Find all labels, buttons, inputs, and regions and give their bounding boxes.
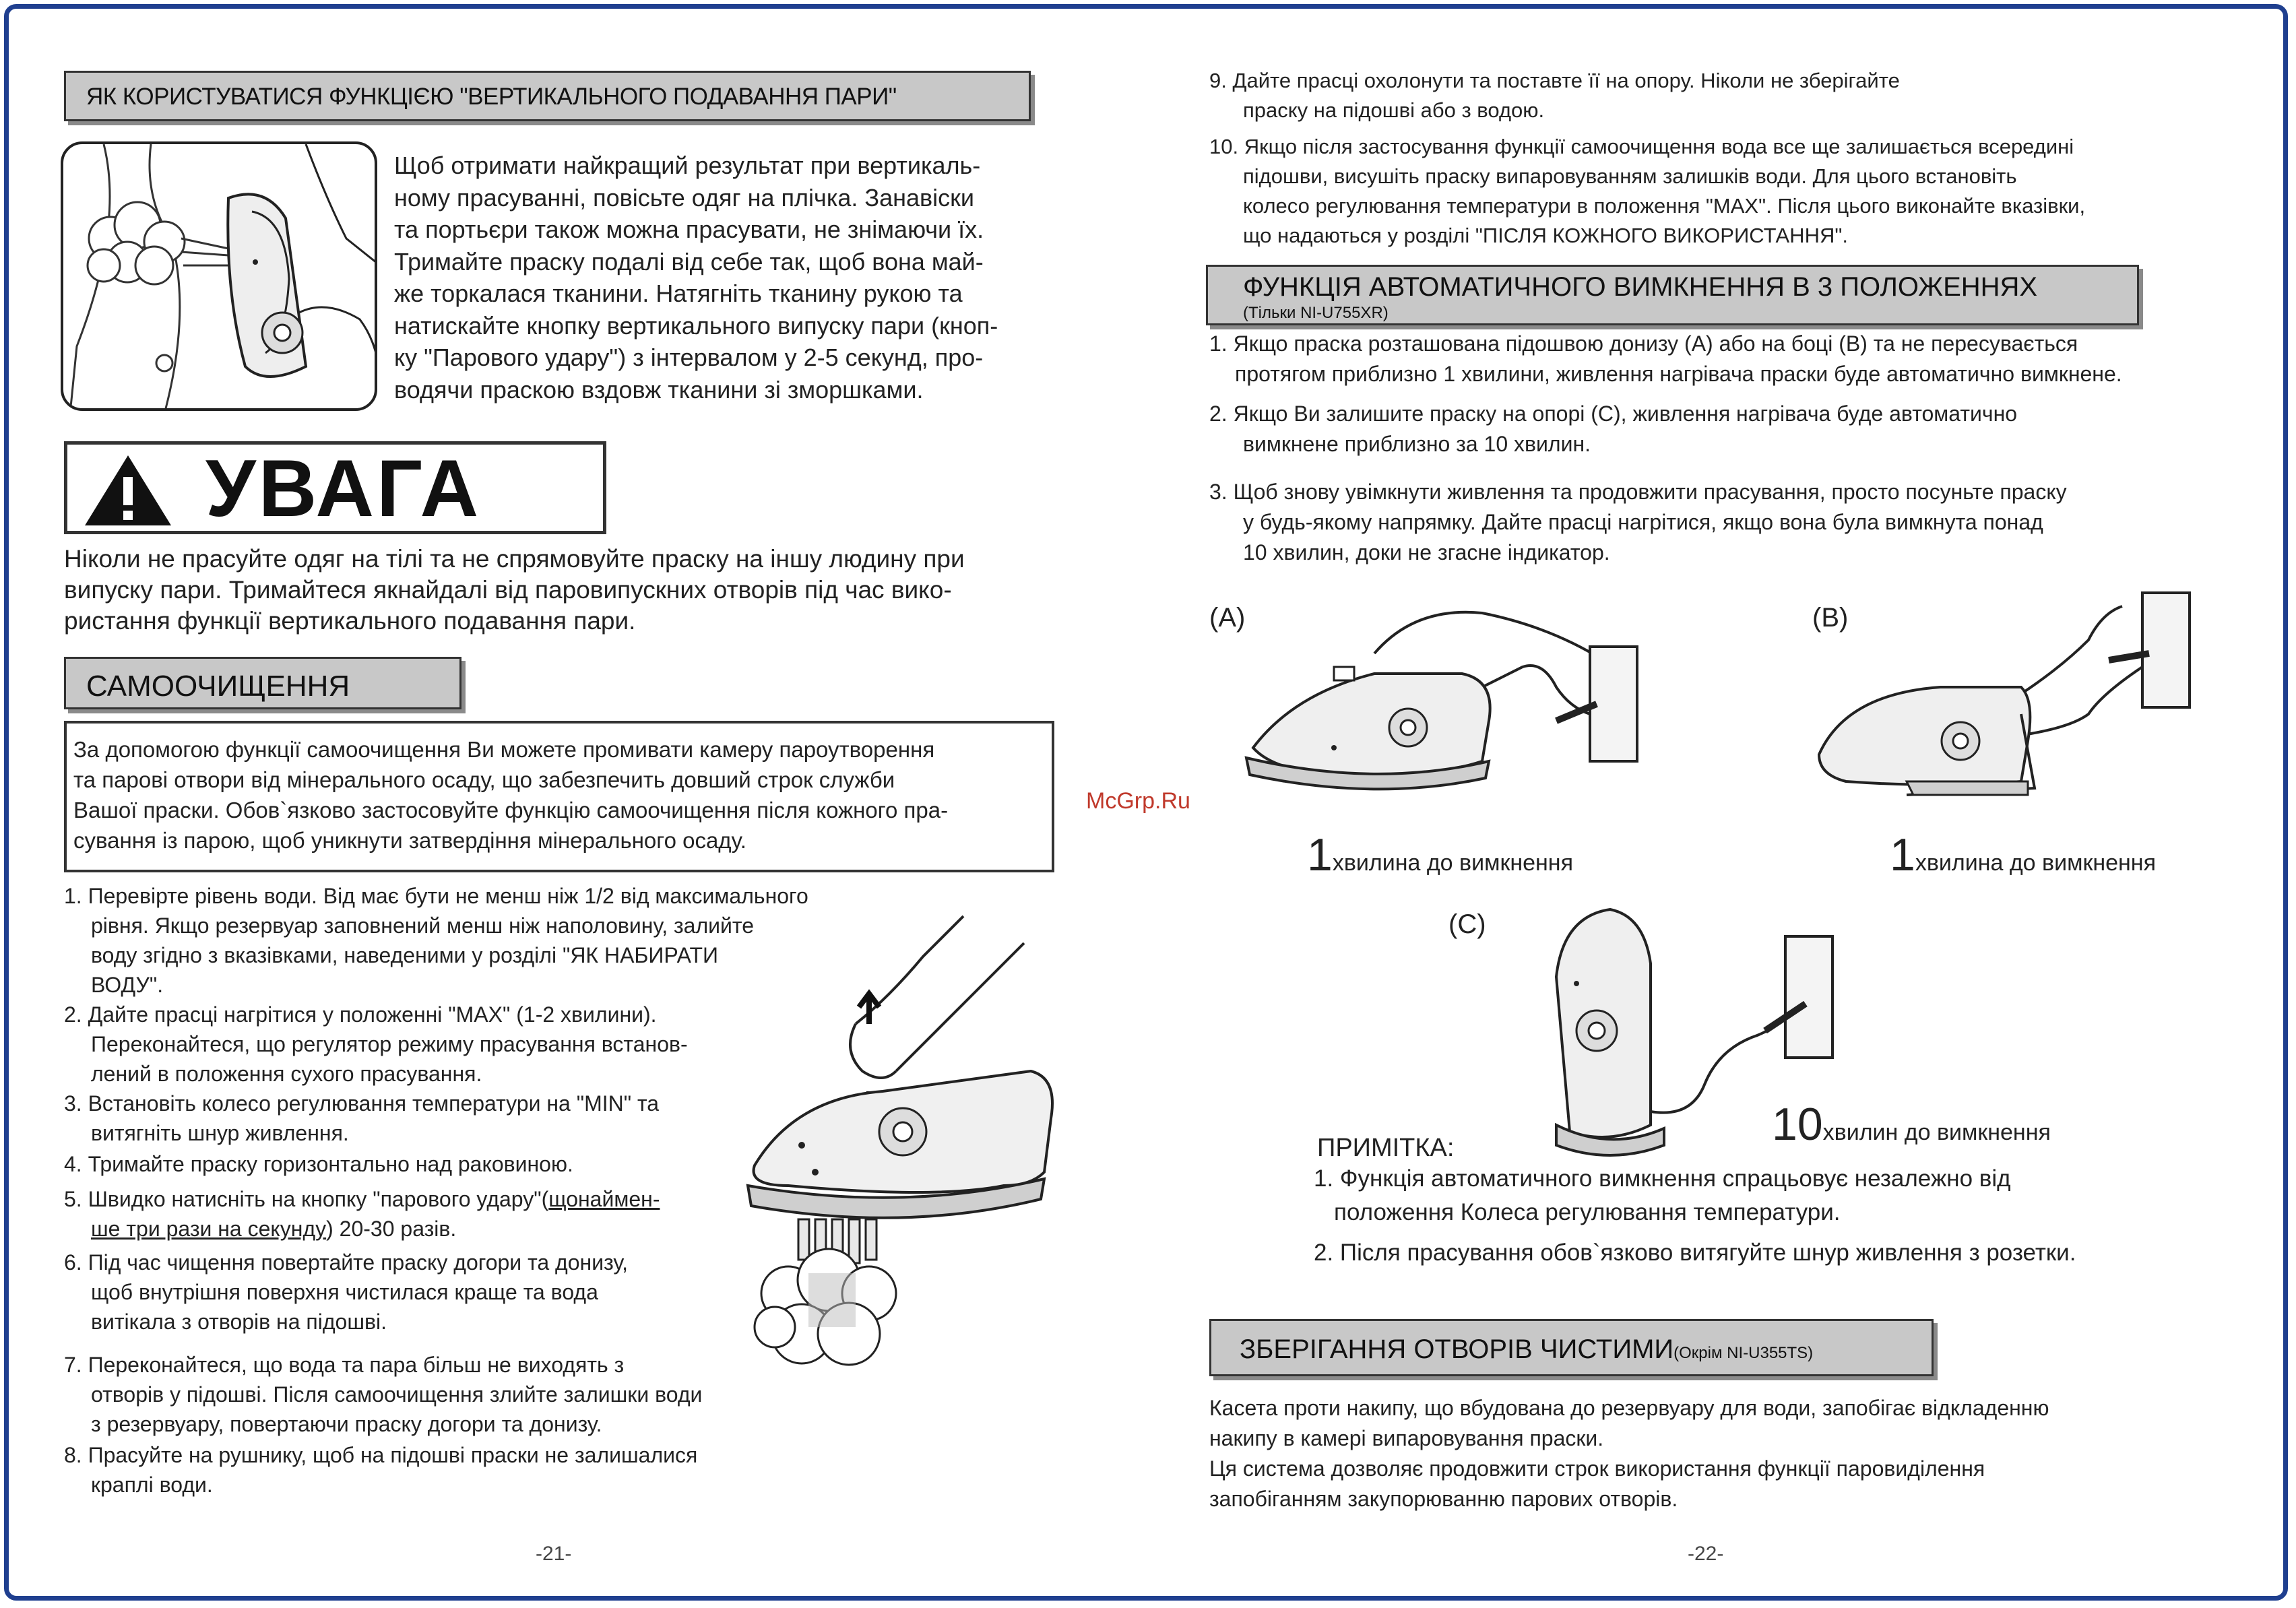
storage-line: Ця система дозволяє продовжити строк використання функції паровиділення bbox=[1209, 1456, 1985, 1481]
warning-line: випуску пари. Тримайтеся якнайдалі від паровипускних отворів під час вико- bbox=[64, 576, 952, 604]
item-line: у будь-якому напрямку. Дайте прасці нагрітися, якщо вона була вимкнута понад bbox=[1243, 510, 2043, 534]
step-line: витягніть шнур живлення. bbox=[91, 1121, 349, 1145]
auto-off-items bbox=[1209, 329, 2260, 568]
figure-b-iron-on-side bbox=[1806, 586, 2210, 815]
step-10 bbox=[1209, 132, 2260, 251]
note-line: 1. Функція автоматичного вимкнення спрацьовує незалежно від bbox=[1314, 1165, 2011, 1192]
note-line: 2. Після прасування обов`язково витягуйте шнур живлення з розетки. bbox=[1314, 1240, 2076, 1266]
step-line: 2. Дайте прасці нагрітися у положенні "MAX" (1-2 хвилини). bbox=[64, 1002, 657, 1027]
item-line: 1. Якщо праска розташована підошвою донизу (A) або на боці (B) та не пересувається bbox=[1209, 331, 2078, 356]
step-line: підошви, висушіть праску випаровуванням залишків води. Для цього встановіть bbox=[1243, 164, 2017, 188]
item-line: 2. Якщо Ви залишите праску на опорі (C), живлення нагрівача буде автоматично bbox=[1209, 401, 2018, 426]
vertical-steam-drawing bbox=[63, 144, 377, 411]
self-clean-header bbox=[64, 657, 461, 709]
step-line: витікала з отворів на підошві. bbox=[91, 1310, 387, 1334]
figure-b-number: 1 bbox=[1890, 829, 1915, 880]
vertical-steam-line: Щоб отримати найкращий результат при вертикаль- bbox=[394, 152, 981, 179]
item-line: вимкнене приблизно за 10 хвилин. bbox=[1243, 432, 1591, 456]
vertical-steam-header bbox=[64, 71, 1031, 121]
warning-icon bbox=[81, 450, 175, 531]
item-line: протягом приблизно 1 хвилини, живлення нагрівача праски буде автоматично вимкнене. bbox=[1235, 362, 2122, 386]
storage-line: Касета проти накипу, що вбудована до резервуару для води, запобігає відкладенню bbox=[1209, 1396, 2049, 1420]
step-line: 10. Якщо після застосування функції самоочищення вода все ще залишається всередині bbox=[1209, 135, 2074, 158]
step-line: 1. Перевірте рівень води. Від має бути не менш ніж 1/2 від максимального bbox=[64, 884, 808, 908]
step-line: 7. Переконайтеся, що вода та пара більш не виходять з bbox=[64, 1353, 625, 1377]
vertical-steam-line: водячи праскою вздовж тканини зі зморшками. bbox=[394, 375, 924, 404]
figure-a-iron-flat bbox=[1240, 586, 1644, 815]
step-line: рівня. Якщо резервуар заповнений менш ніж наполовину, залийте bbox=[91, 913, 754, 938]
warning-line: Ніколи не прасуйте одяг на тілі та не спрямовуйте праску на іншу людину при bbox=[64, 545, 965, 573]
self-clean-illustration bbox=[734, 916, 1085, 1428]
auto-off-item-3 bbox=[1209, 477, 2260, 568]
warning-text bbox=[64, 544, 1075, 637]
note-title: ПРИМІТКА: bbox=[1317, 1134, 1455, 1162]
step-line: з резервуару, повертаючи праску догори та донизу. bbox=[91, 1412, 602, 1436]
vertical-steam-line: ку "Парового удару") з інтервалом у 2-5 секунд, про- bbox=[394, 344, 984, 371]
step-line: 4. Тримайте праску горизонтально над раковиною. bbox=[64, 1152, 573, 1176]
step-line: воду згідно з вказівками, наведеними у розділі "ЯК НАБИРАТИ bbox=[91, 943, 718, 967]
note-2 bbox=[1314, 1236, 2257, 1270]
page-number-right: -22- bbox=[1688, 1543, 1724, 1565]
warning-line: ристання функції вертикального подавання пари. bbox=[64, 607, 636, 635]
figure-b-label: (B) bbox=[1812, 603, 1849, 633]
figure-b-text: хвилина до вимкнення bbox=[1915, 850, 2156, 876]
item-line: 10 хвилин, доки не згасне індикатор. bbox=[1243, 540, 1610, 565]
step5-underlined: щонаймен- bbox=[548, 1187, 660, 1211]
figure-c-number: 10 bbox=[1772, 1099, 1823, 1150]
self-clean-intro-box bbox=[64, 721, 1054, 872]
warning-title: УВАГА bbox=[205, 443, 482, 534]
step-line: 3. Встановіть колесо регулювання температури на "MIN" та bbox=[64, 1091, 660, 1116]
storage-header-title: ЗБЕРІГАННЯ ОТВОРІВ ЧИСТИМИ bbox=[1240, 1334, 1674, 1364]
figure-a-text: хвилина до вимкнення bbox=[1332, 850, 1573, 876]
figure-a-label: (A) bbox=[1209, 603, 1246, 633]
vertical-steam-text bbox=[394, 150, 1068, 406]
intro-line: Вашої праски. Обов`язково застосовуйте функцію самоочищення після кожного пра- bbox=[73, 798, 949, 823]
vertical-steam-header-text: ЯК КОРИСТУВАТИСЯ ФУНКЦІЄЮ "ВЕРТИКАЛЬНОГО ПОДАВАННЯ ПАРИ" bbox=[86, 84, 897, 110]
step-line: Переконайтеся, що регулятор режиму прасування встанов- bbox=[91, 1032, 688, 1056]
auto-off-item-2 bbox=[1209, 399, 2260, 459]
figure-a-number: 1 bbox=[1307, 829, 1333, 880]
step-line: краплі води. bbox=[91, 1473, 213, 1497]
figure-c-text: хвилин до вимкнення bbox=[1822, 1120, 2051, 1145]
storage-header-subtitle: (Окрім NI-U355TS) bbox=[1673, 1344, 1814, 1362]
step-line: лений в положення сухого прасування. bbox=[91, 1062, 482, 1086]
step-line: колесо регулювання температури в положення "MAX". Після цього виконайте вказівки, bbox=[1243, 194, 2086, 218]
watermark: McGrp.Ru bbox=[1086, 788, 1190, 814]
step-line: 8. Прасуйте на рушнику, щоб на підошві праски не залишалися bbox=[64, 1443, 698, 1467]
page-number-left: -21- bbox=[536, 1543, 572, 1565]
step-8 bbox=[64, 1440, 899, 1500]
step-line: 9. Дайте прасці охолонути та поставте її на опору. Ніколи не зберігайте bbox=[1209, 69, 1900, 92]
note-list bbox=[1314, 1162, 2257, 1270]
vertical-steam-line: Тримайте праску подалі від себе так, щоб вона май- bbox=[394, 247, 984, 276]
intro-line: та парові отвори від мінерального осаду, що забезпечить довший строк служби bbox=[73, 767, 895, 792]
step-line: що надаються у розділі "ПІСЛЯ КОЖНОГО ВИКОРИСТАННЯ". bbox=[1243, 224, 1848, 247]
storage-text bbox=[1209, 1393, 2260, 1514]
storage-line: запобіганням закупорюванню парових отворів. bbox=[1209, 1487, 1678, 1511]
self-clean-header-text: САМООЧИЩЕННЯ bbox=[86, 670, 350, 703]
item-line: 3. Щоб знову увімкнути живлення та продовжити прасування, просто посуньте праску bbox=[1209, 480, 2067, 504]
vertical-steam-illustration bbox=[61, 141, 377, 411]
storage-line: накипу в камері випаровування праски. bbox=[1209, 1426, 1604, 1450]
note-line: положення Колеса регулювання температури. bbox=[1334, 1199, 1841, 1225]
storage-header bbox=[1209, 1319, 1934, 1376]
vertical-steam-line: ному прасуванні, повісьте одяг на плічка. Занавіски bbox=[394, 183, 975, 212]
vertical-steam-line: та портьєри також можна прасувати, не знімаючи їх. bbox=[394, 216, 984, 243]
step-line: ВОДУ". bbox=[91, 973, 164, 997]
self-clean-intro bbox=[73, 734, 1052, 856]
intro-line: сування із парою, щоб уникнути затвердіння мінерального осаду. bbox=[73, 828, 746, 853]
step5-text: ) 20-30 разів. bbox=[326, 1217, 457, 1241]
step-line: отворів у підошві. Після самоочищення злийте залишки води bbox=[91, 1382, 703, 1407]
auto-off-header-text: ФУНКЦІЯ АВТОМАТИЧНОГО ВИМКНЕННЯ В 3 ПОЛОЖЕННЯХ bbox=[1243, 272, 2038, 302]
intro-line: За допомогою функції самоочищення Ви можете промивати камеру пароутворення bbox=[73, 737, 935, 762]
step-line: щоб внутрішня поверхня чистилася краще та вода bbox=[91, 1280, 598, 1304]
vertical-steam-line: же торкалася тканини. Натягніть тканину рукою та bbox=[394, 280, 963, 307]
step5-text: 5. Швидко натисніть на кнопку "парового удару"( bbox=[64, 1187, 549, 1211]
vertical-steam-line: натискайте кнопку вертикального випуску пари (кноп- bbox=[394, 311, 998, 340]
continued-steps bbox=[1209, 66, 2260, 251]
figure-b-caption bbox=[1890, 829, 2156, 881]
storage-header-text bbox=[1240, 1334, 1813, 1365]
auto-off-subheader: (Тільки NI-U755XR) bbox=[1243, 304, 1389, 322]
step-line: 6. Під час чищення повертайте праску догори та донизу, bbox=[64, 1250, 629, 1275]
figure-c-label: (C) bbox=[1448, 909, 1486, 939]
warning-title-box bbox=[64, 441, 606, 534]
step-9 bbox=[1209, 66, 2260, 125]
auto-off-item-1 bbox=[1209, 329, 2260, 389]
step-line: праску на підошві або з водою. bbox=[1243, 98, 1545, 122]
step5-underlined: ше три рази на секунду bbox=[91, 1217, 327, 1241]
figure-c-caption bbox=[1772, 1098, 2051, 1151]
figure-a-caption bbox=[1307, 829, 1573, 881]
auto-off-header bbox=[1206, 265, 2139, 325]
note-1 bbox=[1314, 1162, 2257, 1229]
